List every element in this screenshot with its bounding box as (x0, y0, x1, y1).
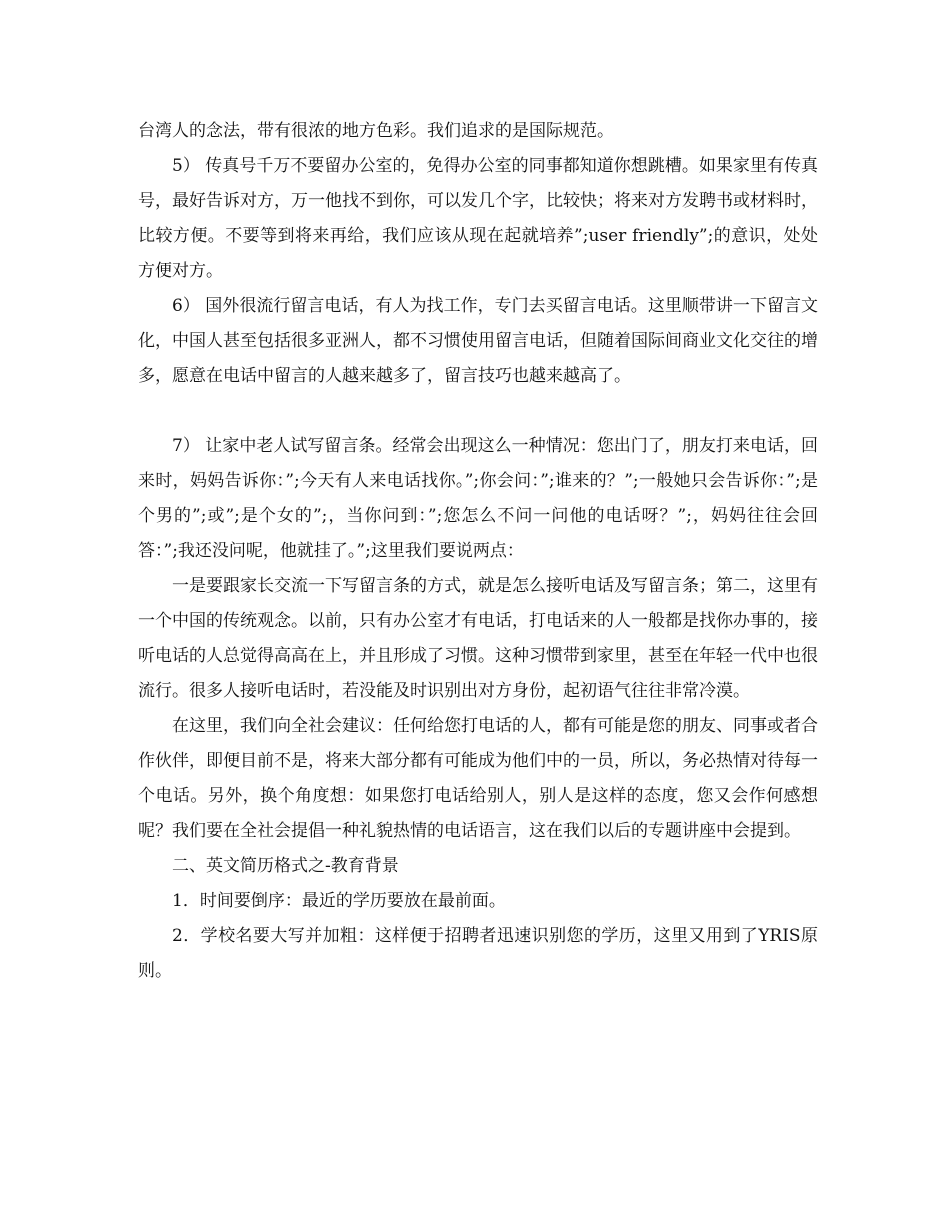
section-heading-education: 二、英文简历格式之-教育背景 (172, 856, 399, 876)
paragraph-item-7: 7） 让家中老人试写留言条。经常会出现这么一种情况：您出门了，朋友打来电话，回来时，妈妈告诉你：”;今天有人来电话找你。”;你会问：”;谁来的？”;一般她只会告诉你：”;是个男的”;或”;是个女的”;，当你问到：”;您怎么不问一问他的电话呀？”;，妈妈往往会回答：”;我还没问呢，他就挂了。”;这里我们要说两点： (138, 436, 818, 561)
list-item-2: 2．学校名要大写并加粗：这样便于招聘者迅速识别您的学历，这里又用到了YRIS原则。 (138, 926, 818, 981)
paragraph-suggestion: 在这里，我们向全社会建议：任何给您打电话的人，都有可能是您的朋友、同事或者合作伙伴，即便目前不是，将来大部分都有可能成为他们中的一员，所以，务必热情对待每一个电话。另外，换个角度想：如果您打电话给别人，别人是这样的态度，您又会作何感想呢？我们要在全社会提倡一种礼貌热情的电话语言，这在我们以后的专题讲座中会提到。 (138, 716, 818, 841)
document-body (138, 114, 818, 989)
paragraph-item-6: 6） 国外很流行留言电话，有人为找工作，专门去买留言电话。这里顺带讲一下留言文化，中国人甚至包括很多亚洲人，都不习惯使用留言电话，但随着国际间商业文化交往的增多，愿意在电话中留言的人越来越多了，留言技巧也越来越高了。 (138, 296, 818, 386)
paragraph-point-one: 一是要跟家长交流一下写留言条的方式，就是怎么接听电话及写留言条；第二，这里有一个中国的传统观念。以前，只有办公室才有电话，打电话来的人一般都是找你办事的，接听电话的人总觉得高高在上，并且形成了习惯。这种习惯带到家里，甚至在年轻一代中也很流行。很多人接听电话时，若没能及时识别出对方身份，起初语气往往非常冷漠。 (138, 576, 818, 701)
list-item-1: 1．时间要倒序：最近的学历要放在最前面。 (172, 891, 506, 911)
paragraph-item-5: 5） 传真号千万不要留办公室的，免得办公室的同事都知道你想跳槽。如果家里有传真号，最好告诉对方，万一他找不到你，可以发几个字，比较快；将来对方发聘书或材料时，比较方便。不要等到将来再给，我们应该从现在起就培养”;user friendly”;的意识，处处方便对方。 (138, 156, 818, 281)
paragraph-continuation: 台湾人的念法，带有很浓的地方色彩。我们追求的是国际规范。 (138, 121, 614, 141)
